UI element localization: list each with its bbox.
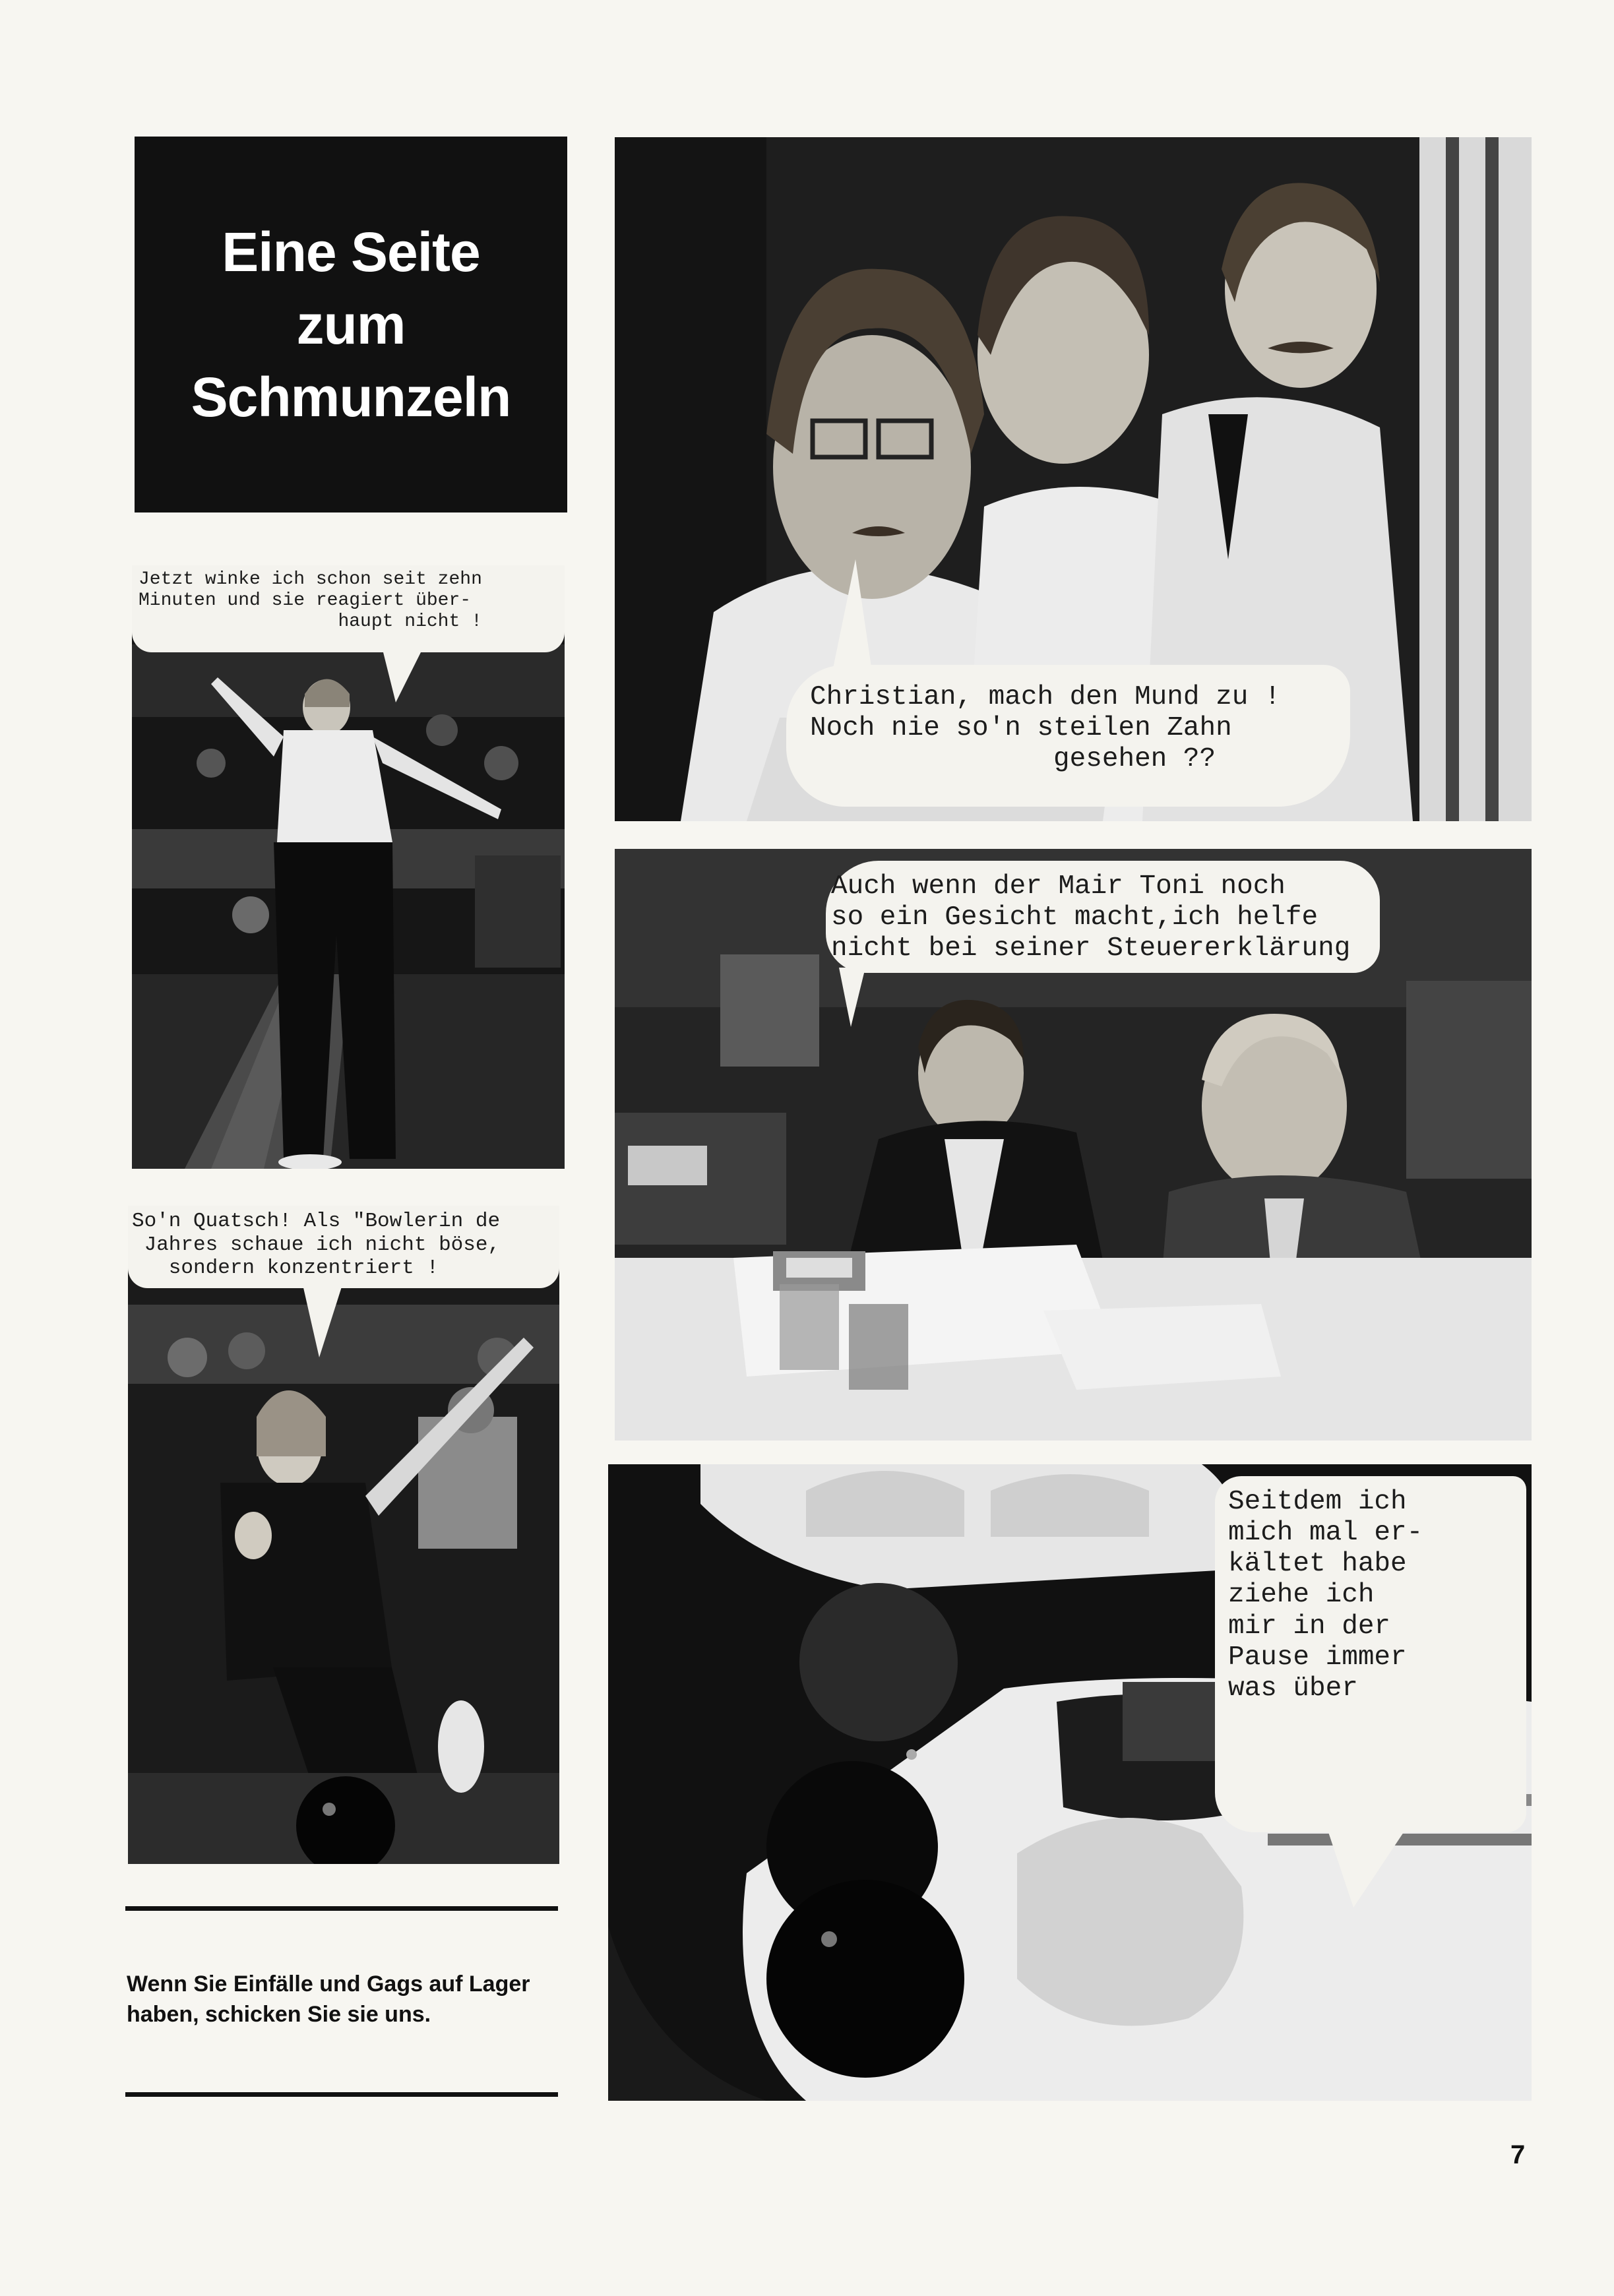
caption-woman-bowling-tail	[303, 1285, 342, 1357]
page-title-line-3: Schmunzeln	[191, 366, 511, 428]
caption-woman-bowling: So'n Quatsch! Als "Bowlerin de Jahres schaue ich nicht böse, sondern konzentriert !	[128, 1206, 559, 1288]
footnote-top-rule	[125, 1906, 558, 1911]
photo-woman-waving	[132, 565, 565, 1169]
caption-three-men-tail	[832, 559, 872, 671]
photo-woman-bowling-image	[128, 1206, 559, 1864]
footnote-text: Wenn Sie Einfälle und Gags auf Lager haben, schicken Sie sie uns.	[127, 1971, 530, 2027]
caption-officials-table-tail	[839, 968, 865, 1027]
page-title-line-1: Eine Seite	[222, 221, 480, 283]
caption-bowling-balls: Seitdem ich mich mal er- kältet habe ziehe ich mir in der Pause immer was über	[1215, 1476, 1526, 1832]
page-title-line-2: zum	[296, 294, 406, 356]
page-title-box	[135, 137, 567, 512]
photo-woman-bowling	[128, 1206, 559, 1864]
footnote-bottom-rule	[125, 2092, 558, 2097]
caption-three-men: Christian, mach den Mund zu ! Noch nie so'n steilen Zahn gesehen ??	[786, 665, 1350, 807]
caption-bowling-balls-tail	[1327, 1828, 1406, 1908]
caption-woman-waving: Jetzt winke ich schon seit zehn Minuten und sie reagiert über- haupt nicht !	[132, 565, 565, 652]
caption-woman-waving-tail	[383, 650, 422, 702]
photo-bowling-balls	[608, 1464, 1532, 2101]
caption-officials-table: Auch wenn der Mair Toni noch so ein Gesicht macht,ich helfe nicht bei seiner Steuererklärung	[826, 861, 1380, 973]
photo-three-men	[615, 137, 1532, 821]
photo-woman-waving-image	[132, 565, 565, 1169]
photo-officials-table	[615, 849, 1532, 1441]
page-number: 7	[1510, 2140, 1526, 2169]
